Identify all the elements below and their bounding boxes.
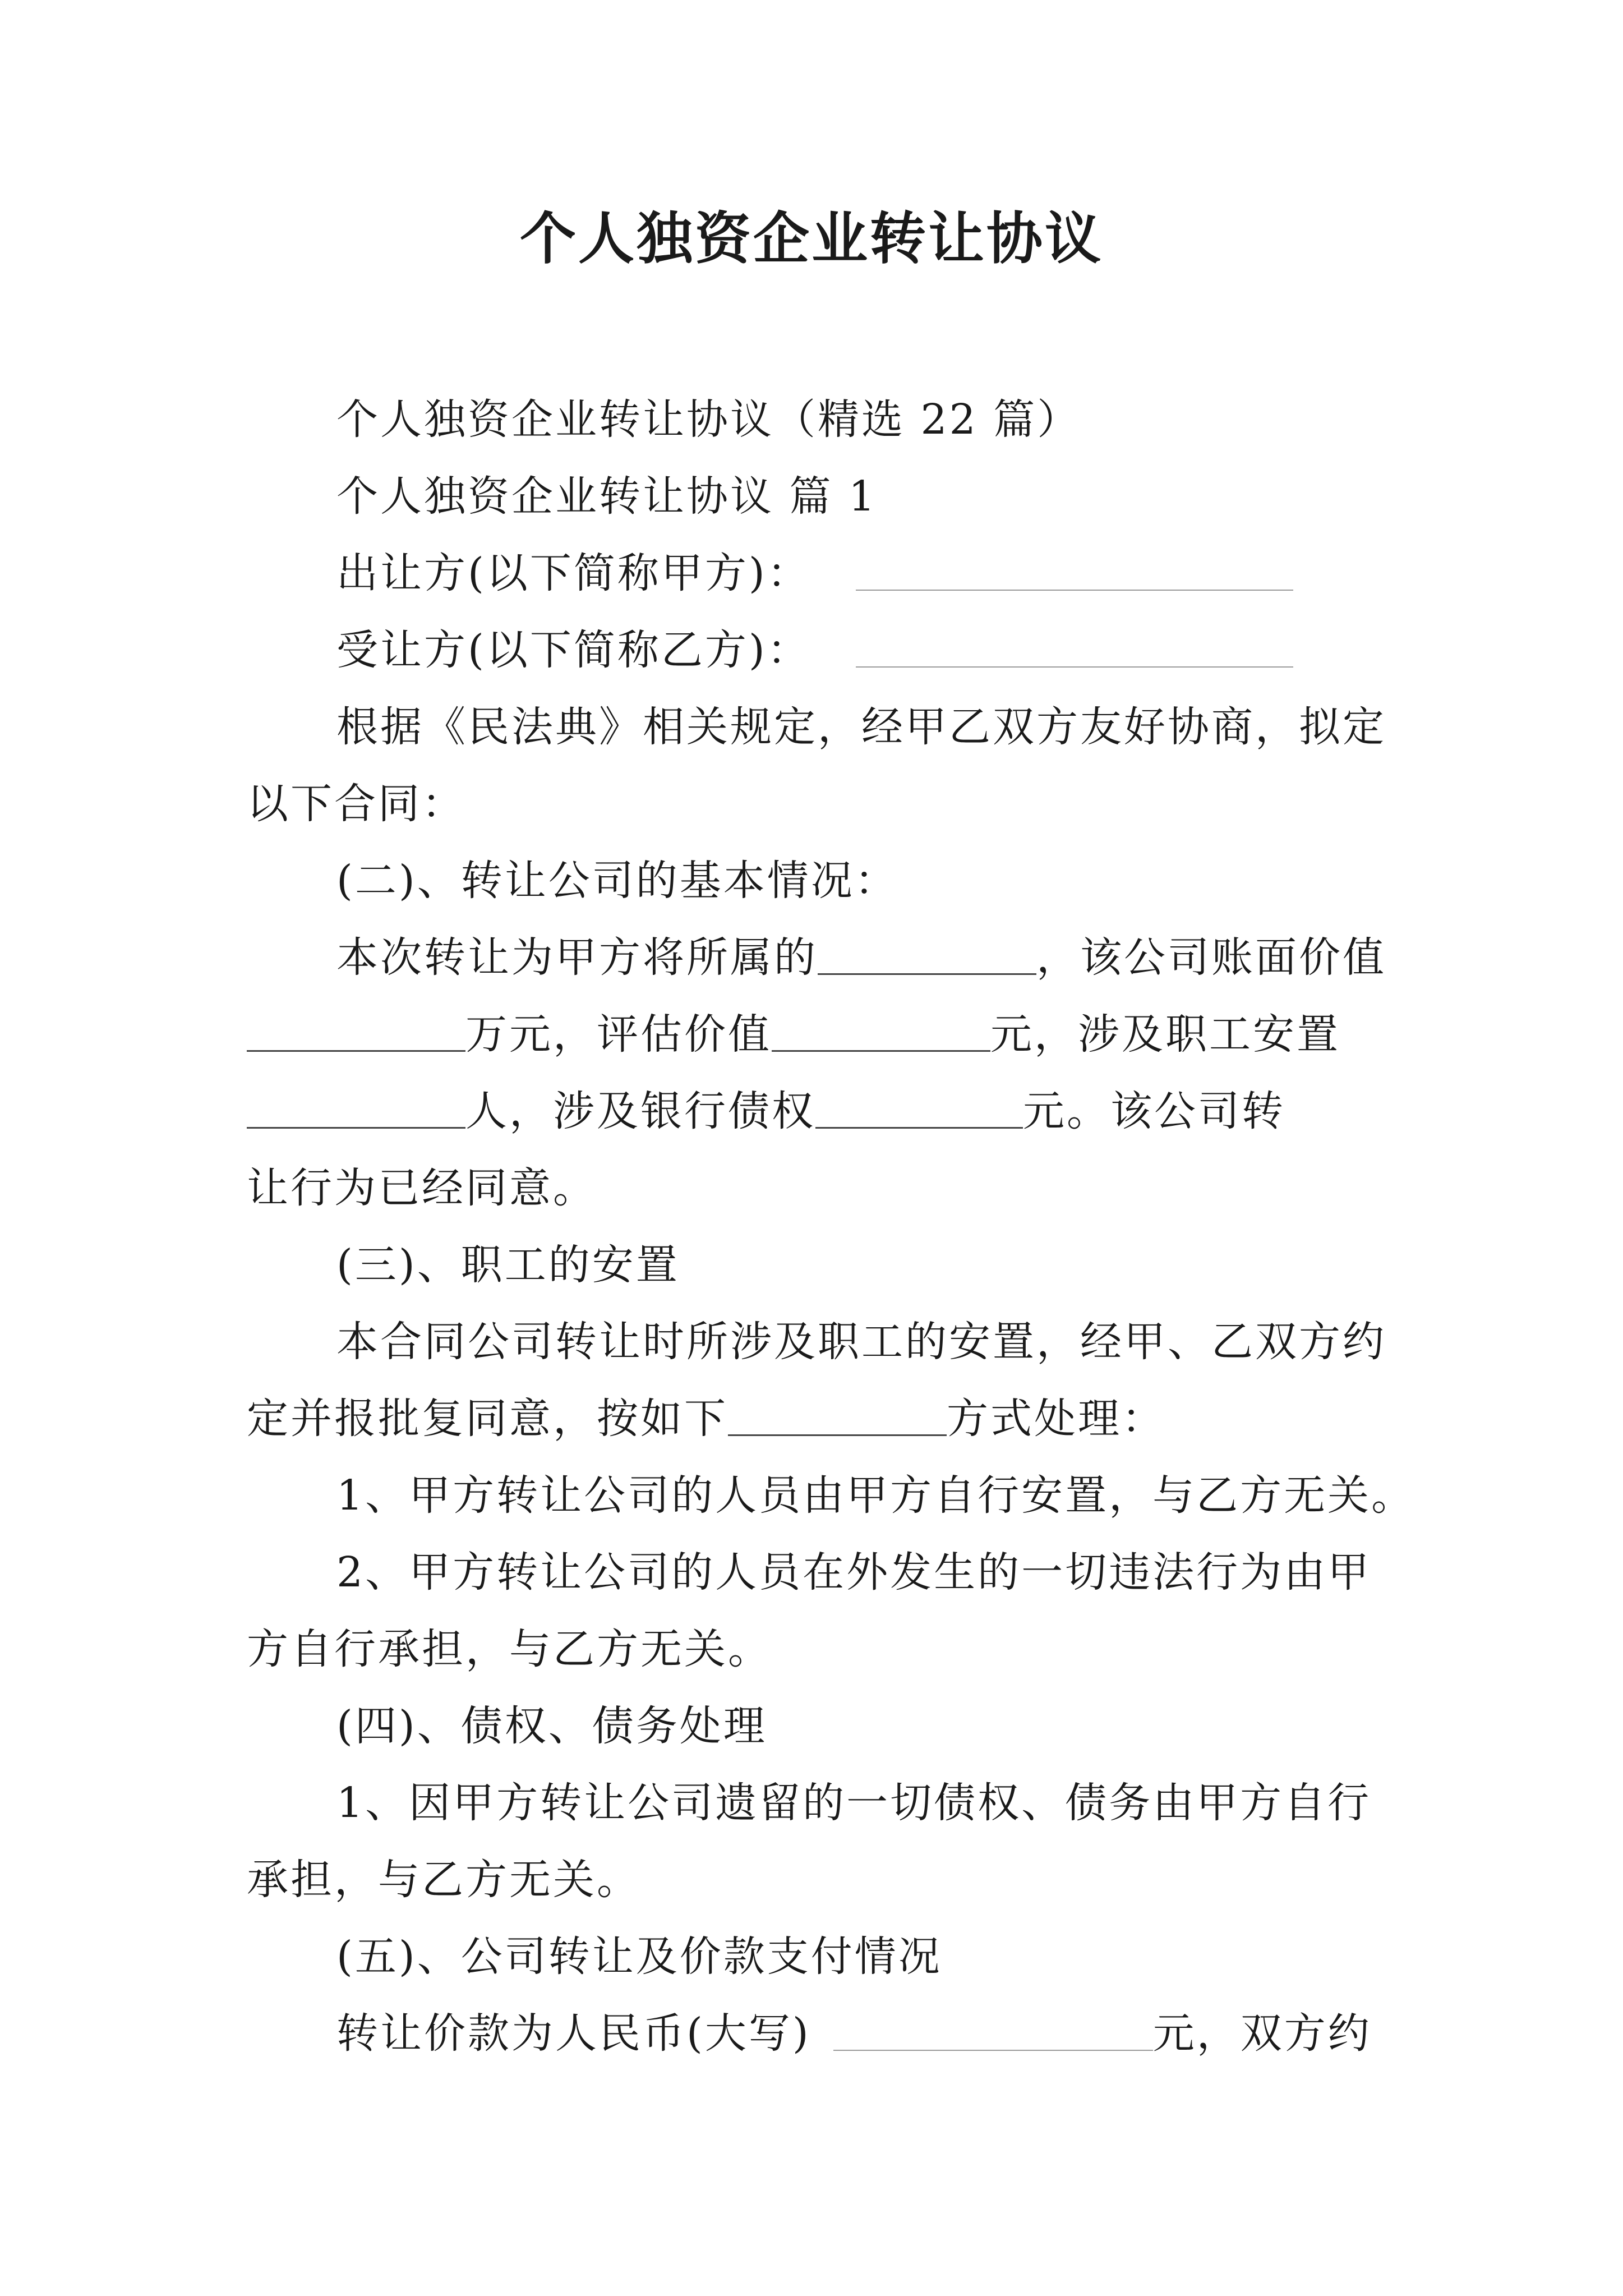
- company-name-blank: [818, 932, 1036, 975]
- section-heading: 个人独资企业转让协议 篇 1: [336, 472, 878, 521]
- appraised-value-blank: [772, 1009, 990, 1052]
- basic-info-line-2: [247, 996, 1340, 1073]
- basic-info-text: ，该公司账面价值: [1036, 933, 1386, 982]
- intro-line-1: 根据《民法典》相关规定，经甲乙双方友好协商，拟定: [336, 703, 1386, 751]
- basic-info-text: 元。该公司转: [1023, 1087, 1285, 1135]
- party-a-line: [336, 535, 1293, 612]
- placement-line-2: [247, 1381, 1165, 1457]
- basic-info-text: 人，涉及银行债权: [465, 1087, 815, 1135]
- book-value-blank: [247, 1009, 465, 1052]
- placement-method-blank: [728, 1393, 947, 1436]
- heading-debt-handling: (四)、债权、债务处理: [336, 1702, 767, 1750]
- payment-text: 转让价款为人民币(大写): [336, 2009, 811, 2058]
- party-b-label: 受让方(以下简称乙方)：: [336, 626, 811, 674]
- heading-employee-placement: (三)、职工的安置: [336, 1241, 680, 1289]
- document-subtitle: 个人独资企业转让协议（精选 22 篇）: [336, 395, 1081, 444]
- intro-line-2: 以下合同：: [247, 780, 465, 828]
- party-b-blank: [856, 625, 1293, 668]
- basic-info-line-3: [247, 1073, 1285, 1150]
- party-a-blank: [856, 548, 1293, 591]
- price-blank: [833, 2008, 1153, 2051]
- placement-item-1: 1、甲方转让公司的人员由甲方自行安置，与乙方无关。: [336, 1471, 1415, 1520]
- placement-item-2-line-2: 方自行承担，与乙方无关。: [247, 1625, 772, 1673]
- party-a-label: 出让方(以下简称甲方)：: [336, 549, 811, 597]
- payment-text: 元，双方约: [1152, 2009, 1372, 2058]
- placement-line-1: 本合同公司转让时所涉及职工的安置，经甲、乙双方约: [336, 1318, 1386, 1366]
- placement-text: 定并报批复同意，按如下: [247, 1395, 728, 1443]
- placement-text: 方式处理：: [947, 1395, 1165, 1443]
- debt-item-1-line-1: 1、因甲方转让公司遗留的一切债权、债务由甲方自行: [336, 1779, 1372, 1827]
- basic-info-text: 元，涉及职工安置: [990, 1010, 1340, 1059]
- debt-item-1-line-2: 承担，与乙方无关。: [247, 1856, 640, 1904]
- bank-claims-blank: [815, 1085, 1023, 1129]
- placement-item-2-line-1: 2、甲方转让公司的人员在外发生的一切违法行为由甲: [336, 1548, 1372, 1596]
- basic-info-line-4: 让行为已经同意。: [247, 1164, 597, 1212]
- basic-info-text: 本次转让为甲方将所属的: [336, 933, 818, 982]
- basic-info-text: 万元，评估价值: [465, 1010, 772, 1059]
- party-b-line: [336, 612, 1293, 689]
- payment-line-1: [336, 1995, 1372, 2072]
- employee-count-blank: [247, 1085, 465, 1129]
- basic-info-line-1: [336, 919, 1386, 996]
- document-title: 个人独资企业转让协议: [520, 205, 1103, 272]
- heading-payment: (五)、公司转让及价款支付情况: [336, 1932, 942, 1981]
- heading-basic-info: (二)、转让公司的基本情况：: [336, 857, 898, 905]
